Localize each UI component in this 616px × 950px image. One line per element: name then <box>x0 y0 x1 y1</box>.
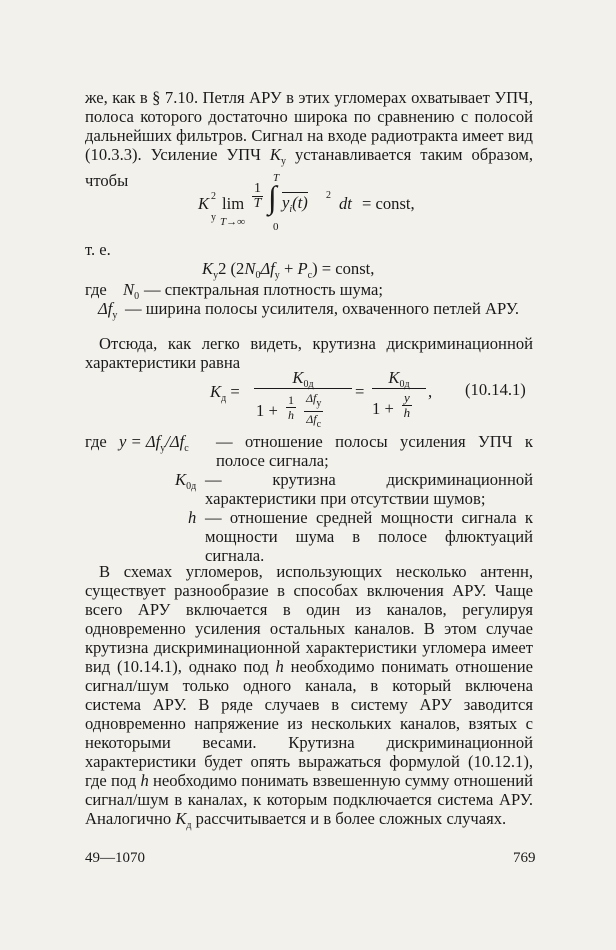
where2-y-sub1: у <box>160 443 166 454</box>
where2-y-term <box>119 432 189 458</box>
eq3-den-1h: $\frac{1}{h}$ <box>288 393 294 422</box>
eq1-int-top: T <box>273 172 280 184</box>
eq3-den2-h: h <box>403 405 411 420</box>
eq3-num2: K <box>388 368 400 387</box>
where1-df: Δf <box>98 299 113 318</box>
eq3-den-ratio-den: Δf <box>306 412 317 426</box>
definitions-2 <box>85 432 533 565</box>
eq2-rhs: ) = const, <box>312 259 375 278</box>
equation-2 <box>202 259 422 281</box>
symbol-k: K <box>269 145 281 164</box>
eq1-frac-num: 1 <box>254 181 261 196</box>
page-number: 769 <box>513 850 536 866</box>
eq1-lim: lim <box>222 194 245 213</box>
where2-y-desc: — отношение полосы усиления УПЧ к полосе сигнала; <box>216 432 533 470</box>
where2-k-desc: — крутизна дискриминационной характеристики при отсутствии шумов; <box>205 470 533 508</box>
paragraph-3-h2: h <box>140 771 149 790</box>
equation-3 <box>210 368 533 430</box>
where1-df-desc: — ширина полосы усилителя, охваченного петлей АРУ. <box>125 299 519 318</box>
eq1-k-sub: у <box>211 212 216 223</box>
eq3-frac2 <box>372 368 426 425</box>
paragraph-2 <box>85 334 533 372</box>
eq2-p: P <box>297 259 308 278</box>
paragraph-2-text: Отсюда, как легко видеть, крутизна дискриминационной характеристики равна <box>85 334 533 372</box>
eq1-frac-den: T <box>253 196 262 211</box>
eq1-k: K <box>198 194 210 213</box>
paragraph-3-c: необходимо понимать взвешенную сумму отношений сигнал/шум в каналах, к которым подключается система АРУ. Аналогично <box>85 771 533 828</box>
eq1-rhs: = const, <box>362 194 415 213</box>
integral-sign-icon: ∫ <box>268 179 277 215</box>
paragraph-1-text: же, как в § 7.10. Петля АРУ в этих угломерах охватывает УПЧ, полоса которого достаточно широка по сравнению с полосой дальнейших фильтров. Сигнал на входе радиотракта имеет вид (10.3.3). Усиление УПЧ <box>85 88 533 164</box>
eq3-frac1 <box>254 368 352 430</box>
paragraph-3-h: h <box>275 657 284 676</box>
where2-k: K <box>175 470 187 489</box>
paragraph-3-k: K <box>175 809 187 828</box>
eq2-df-sub: у <box>274 270 280 281</box>
eq3-number: (10.14.1) <box>465 380 526 399</box>
eq3-eq: = <box>230 382 240 401</box>
eq3-den-ratio-num-sub: у <box>316 398 322 409</box>
paragraph-1 <box>85 88 533 190</box>
eq3-num-sub: 0д <box>303 379 314 390</box>
eq3-den-h: h <box>288 408 294 422</box>
eq1-int-bot: 0 <box>273 221 279 233</box>
eq3-k: K <box>210 382 222 401</box>
where1-df-sub: у <box>112 310 118 321</box>
eq1-dt: dt <box>339 194 352 213</box>
paragraph-1-tail: устанавливается таким образом, чтобы <box>85 145 533 190</box>
eq2-k: K <box>202 259 214 278</box>
where2-y-mid: /Δf <box>165 432 185 451</box>
eq3-den-ratio-den-sub: c <box>316 419 322 430</box>
where1-n: N <box>123 280 135 299</box>
eq3-num2-sub: 0д <box>399 379 410 390</box>
eq2-n: N <box>244 259 256 278</box>
eq2-k-sub: у <box>213 270 219 281</box>
eq1-integrand <box>282 192 308 215</box>
eq1-lim-sub: T→∞ <box>220 216 245 228</box>
eq3-num: K <box>292 368 304 387</box>
where2-h-desc: — отношение средней мощности сигнала к мощности шума в полосе флюктуаций сигнала. <box>205 508 533 565</box>
paragraph-3-a: В схемах угломеров, использующих несколько антенн, существует разнообразие в способах включения АРУ. Чаще всего АРУ включается в один из каналов, регулируя одновременно усиления остальных каналов. В этом случае крутизна дискриминационной характеристики угломера имеет вид (10.14.1), однако под <box>85 562 533 676</box>
where1-n-desc: — спектральная плотность шума; <box>144 280 383 299</box>
eq3-den2-y: y <box>404 390 410 405</box>
paragraph-3-k-sub: д <box>186 820 192 831</box>
eq3-k-sub: д <box>221 393 227 404</box>
eq3-den-one: 1 + <box>256 401 278 420</box>
eq2-plus: + <box>283 259 294 278</box>
where2-y-sub2: c <box>184 443 189 454</box>
where2-lead: где <box>85 432 107 451</box>
eq3-den-ratio <box>304 391 323 432</box>
eq1-integrand-arg: (t) <box>292 193 308 212</box>
definitions-1 <box>85 280 533 340</box>
eq1-integrand-y: y <box>282 193 290 212</box>
paragraph-3-d: рассчитывается и в более сложных случаях. <box>195 809 507 828</box>
eq3-den2-frac <box>402 391 412 420</box>
where1-lead: где <box>85 280 107 299</box>
eq3-den2-one: 1 + <box>372 399 394 418</box>
eq1-integrand-sub: i <box>289 204 293 215</box>
eq2-df: Δf <box>260 259 275 278</box>
eq2-n-sub: 0 <box>255 270 261 281</box>
paragraph-3 <box>85 562 533 835</box>
eq1-frac <box>252 182 263 211</box>
where1-df-term <box>98 299 117 325</box>
footer-signature: 49—1070 <box>85 850 145 866</box>
eq1-k-sup: 2 <box>211 191 216 202</box>
eq2-body: 2 (2 <box>218 259 245 278</box>
where2-y-def: y = Δf <box>119 432 161 451</box>
equation-1 <box>198 172 428 238</box>
symbol-k-sub: у <box>281 156 286 167</box>
where2-h: h <box>188 508 197 527</box>
eq1-integrand-sup: 2 <box>326 190 331 201</box>
eq3-den-ratio-num: Δf <box>306 391 317 405</box>
where2-k-sub: 0д <box>186 481 197 492</box>
where2-k-desc-wrap <box>205 470 533 508</box>
where1-n-sub: 0 <box>134 291 140 302</box>
where2-k-term <box>175 470 196 496</box>
where2-h-desc-wrap <box>205 508 533 565</box>
where2-y-desc-wrap <box>216 432 533 470</box>
eq3-comma: , <box>428 382 433 401</box>
paragraph-3-b: необходимо понимать отношение сигнал/шум только одного канала, в который включена система АРУ. В ряде случаев в систему АРУ заводится одновременно напряжение из нескольких каналов, взятых с некоторыми весами. Крутизна дискриминационной характеристики будет опять выражаться формулой (10.12.1), где под <box>85 657 533 790</box>
eq2-p-sub: c <box>307 270 313 281</box>
eq3-eq2: = <box>355 382 365 401</box>
ie-text: т. е. <box>85 240 111 259</box>
